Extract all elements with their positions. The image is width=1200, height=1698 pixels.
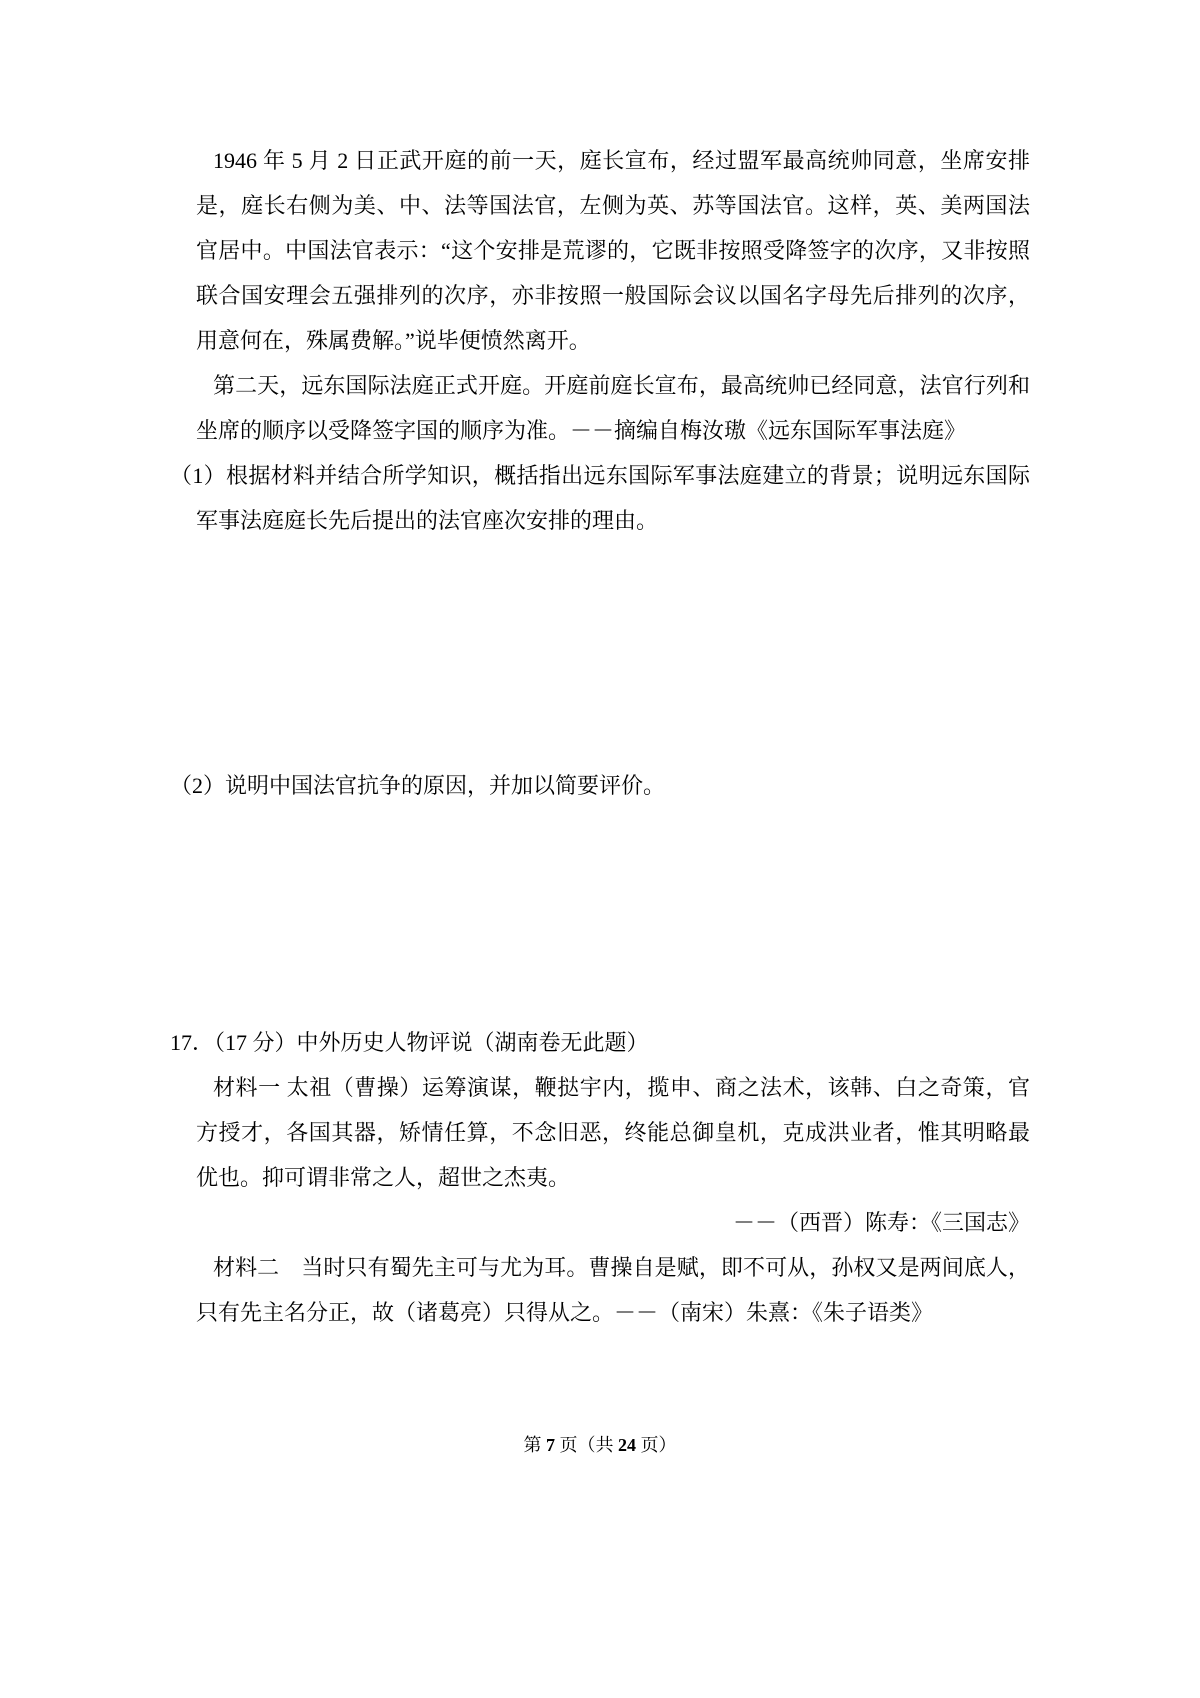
material-paragraph-1: 1946 年 5 月 2 日正武开庭的前一天，庭长宣布，经过盟军最高统帅同意，坐席安排是，庭长右侧为美、中、法等国法官，左侧为英、苏等国法官。这样，英、美两国法官居中。中国法官表示：“这个安排是荒谬的，它既非按照受降签字的次序，又非按照联合国安理会五强排列的次序，亦非按照一般国际会议以国名字母先后排列的次序，用意何在，殊属费解。”说毕便愤然离开。 [196,148,1030,353]
footer-prefix: 第 [523,1435,546,1455]
material-paragraph-2: 第二天，远东国际法庭正式开庭。开庭前庭长宣布，最高统帅已经同意，法官行列和坐席的顺序以受降签字国的顺序为准。－－摘编自梅汝璈《远东国际军事法庭》 [196,373,1030,443]
page-footer [0,1430,1200,1460]
question-1: （1）根据材料并结合所学知识，概括指出远东国际军事法庭建立的背景；说明远东国际军事法庭庭长先后提出的法官座次安排的理由。 [170,463,1030,533]
footer-middle: 页（共 [555,1435,618,1455]
answer-space-2 [170,808,1030,1020]
footer-total-pages: 24 [618,1435,636,1455]
citation-sanguozhi: －－（西晋）陈寿：《三国志》 [732,1210,1030,1235]
material-two: 材料二 当时只有蜀先主可与尤为耳。曹操自是赋，即不可从，孙权又是两间底人，只有先主名分正，故（诸葛亮）只得从之。－－（南宋）朱熹：《朱子语类》 [196,1255,1030,1325]
footer-suffix: 页） [636,1435,677,1455]
answer-space-1 [170,543,1030,763]
question-17-header: 17．（17 分）中外历史人物评说（湖南卷无此题） [170,1030,649,1055]
footer-page-number: 7 [546,1435,555,1455]
question-2: （2）说明中国法官抗争的原因，并加以简要评价。 [170,773,666,798]
material-one: 材料一 太祖（曹操）运筹演谋，鞭挞宇内，揽申、商之法术，该韩、白之奇策，官方授才，各国其器，矫情任算，不念旧恶，终能总御皇机，克成洪业者，惟其明略最优也。抑可谓非常之人，超世之杰夷。 [196,1075,1030,1190]
